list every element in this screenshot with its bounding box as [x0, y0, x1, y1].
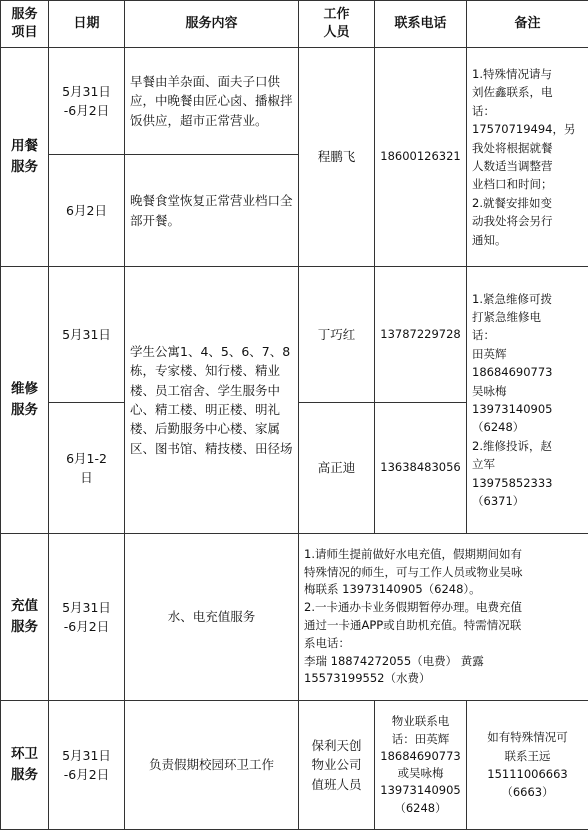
header-category: 服务 项目	[1, 1, 49, 48]
header-row	[1, 1, 588, 48]
maintenance-date-2: 6月1-2 日	[49, 403, 125, 534]
sanitation-staff: 保利天创 物业公司 值班人员	[299, 701, 375, 830]
dining-staff: 程鹏飞	[299, 48, 375, 267]
dining-date-2: 6月2日	[49, 155, 125, 267]
maintenance-staff-1: 丁巧红	[299, 267, 375, 403]
sanitation-category: 环卫 服务	[1, 701, 49, 830]
sanitation-date: 5月31日 -6月2日	[49, 701, 125, 830]
recharge-date: 5月31日 -6月2日	[49, 534, 125, 701]
recharge-category: 充值 服务	[1, 534, 49, 701]
recharge-content: 水、电充值服务	[125, 534, 299, 701]
dining-phone: 18600126321	[375, 48, 467, 267]
header-date: 日期	[49, 1, 125, 48]
header-staff: 工作 人员	[299, 1, 375, 48]
sanitation-remarks: 如有特殊情况可 联系王远 15111006663 （6663）	[467, 701, 588, 830]
maintenance-content: 学生公寓1、4、5、6、7、8栋，专家楼、知行楼、精业楼、员工宿舍、学生服务中心、精工楼、明正楼、明礼楼、后勤服务中心楼、家属区、图书馆、精技楼、田径场	[125, 267, 299, 534]
maintenance-category: 维修 服务	[1, 267, 49, 534]
dining-date-1: 5月31日 -6月2日	[49, 48, 125, 155]
maintenance-row-1	[1, 267, 588, 403]
dining-content-2: 晚餐食堂恢复正常营业档口全部开餐。	[125, 155, 299, 267]
recharge-notes: 1.请师生提前做好水电充值，假期期间如有 特殊情况的师生，可与工作人员或物业吴咏 梅联系 13973140905（6248）。 2.一卡通办卡业务假期暂停办理。电费充值 通过一卡通APP或自助机充值。特需情况联 系电话： 李瑞 18874272055（电费） 黄露 15573199552（水费）	[299, 534, 588, 701]
header-remarks: 备注	[467, 1, 588, 48]
header-content: 服务内容	[125, 1, 299, 48]
maintenance-phone-1: 13787229728	[375, 267, 467, 403]
sanitation-phone: 物业联系电 话：田英辉 18684690773 或吴咏梅 13973140905 （6248）	[375, 701, 467, 830]
maintenance-phone-2: 13638483056	[375, 403, 467, 534]
sanitation-row	[1, 701, 588, 830]
sanitation-content: 负责假期校园环卫工作	[125, 701, 299, 830]
dining-row-1	[1, 48, 588, 155]
maintenance-date-1: 5月31日	[49, 267, 125, 403]
dining-category: 用餐 服务	[1, 48, 49, 267]
maintenance-staff-2: 高正迪	[299, 403, 375, 534]
recharge-row	[1, 534, 588, 701]
dining-content-1: 早餐由羊杂面、面夫子口供应，中晚餐由匠心卤、播椒拌饭供应，超市正常营业。	[125, 48, 299, 155]
maintenance-remarks: 1.紧急维修可拨 打紧急维修电 话： 田英辉 18684690773 吴咏梅 13973140905 （6248） 2.维修投诉，赵 立军 13975852333 （6371）	[467, 267, 588, 534]
header-phone: 联系电话	[375, 1, 467, 48]
dining-remarks: 1.特殊情况请与 刘佐鑫联系，电 话： 17570719494，另 我处将根据就餐 人数适当调整营 业档口和时间； 2.就餐安排如变 动我处将会另行 通知。	[467, 48, 588, 267]
